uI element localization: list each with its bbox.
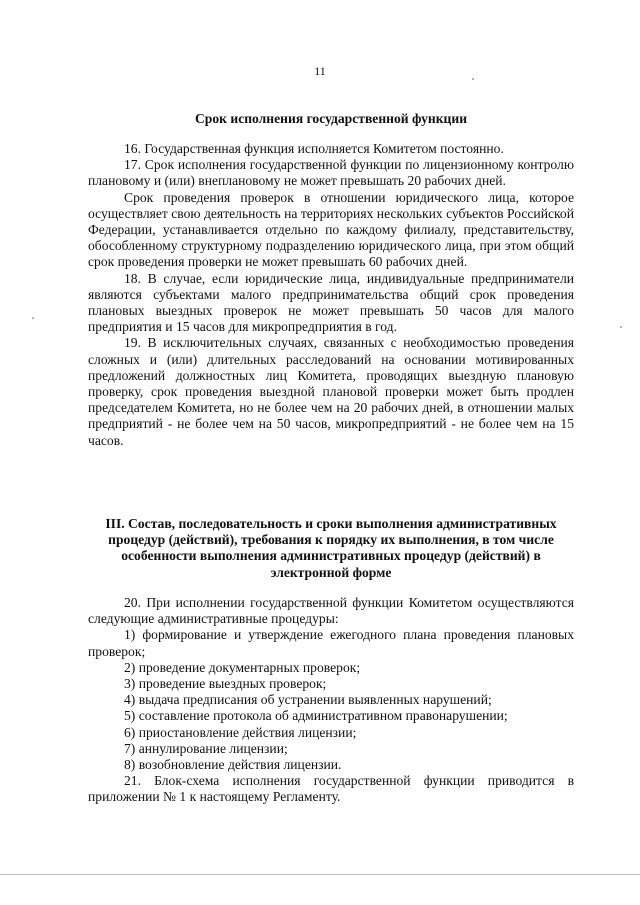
paragraph-17-continued: Срок проведения проверок в отношении юридического лица, которое осуществляет свою деятельность на территориях нескольких субъектов Российской Федерации, устанавливается отдельно по каждому филиалу, представительству, обособленному структурному подразделению юридического лица, при этом общий срок проведения проверки не может превышать 60 рабочих дней. (88, 189, 574, 270)
scan-speck (472, 78, 474, 80)
paragraph-17: 17. Срок исполнения государственной функции по лицензионному контролю плановому и (или) внеплановому не может превышать 20 рабочих дней. (88, 157, 574, 189)
paragraph-20: 20. При исполнении государственной функции Комитетом осуществляются следующие административные процедуры: (88, 595, 574, 627)
paragraph-19: 19. В исключительных случаях, связанных с необходимостью проведения сложных и (или) длительных расследований на основании мотивированных предложений должностных лиц Комитета, проводящих выездную плановую проверку, срок проведения выездной плановой проверки может быть продлен председателем Комитета, но не более чем на 20 рабочих дней, в отношении малых предприятий - не более чем на 50 часов, микропредприятий - не более чем на 15 часов. (88, 335, 574, 448)
section-heading-deadline: Срок исполнения государственной функции (194, 111, 468, 126)
deadline-paragraphs (88, 141, 574, 449)
scan-speck (32, 317, 34, 319)
procedure-item: 4) выдача предписания об устранении выявленных нарушений; (124, 692, 492, 708)
paragraph-18: 18. В случае, если юридические лица, индивидуальные предприниматели являются субъектами малого предпринимательства общий срок проведения плановых выездных проверок не может превышать 50 часов для малого предприятия и 15 часов для микропредприятия в год. (88, 270, 574, 335)
procedure-item: 8) возобновление действия лицензии. (124, 757, 342, 773)
procedures-block (88, 595, 574, 806)
section-heading-iii: III. Состав, последовательность и сроки выполнения административных процедур (действий), требования к порядку их выполнения, в том числе особенности выполнения административных процедур (действий) в электронной форме (105, 516, 557, 580)
procedure-item: 5) составление протокола об административном правонарушении; (124, 708, 508, 724)
paragraph-21: 21. Блок-схема исполнения государственной функции приводится в приложении № 1 к настоящему Регламенту. (88, 773, 574, 805)
procedure-item: 3) проведение выездных проверок; (124, 676, 327, 692)
procedure-item: 1) формирование и утверждение ежегодного плана проведения плановых проверок; (88, 627, 574, 659)
scan-edge-line (0, 874, 640, 875)
paragraph-16: 16. Государственная функция исполняется Комитетом постоянно. (124, 141, 504, 156)
scan-speck (620, 326, 622, 328)
procedure-item: 6) приостановление действия лицензии; (124, 724, 357, 740)
procedure-item: 7) аннулирование лицензии; (124, 740, 288, 756)
procedure-item: 2) проведение документарных проверок; (124, 659, 361, 675)
page-number: 11 (314, 64, 326, 78)
